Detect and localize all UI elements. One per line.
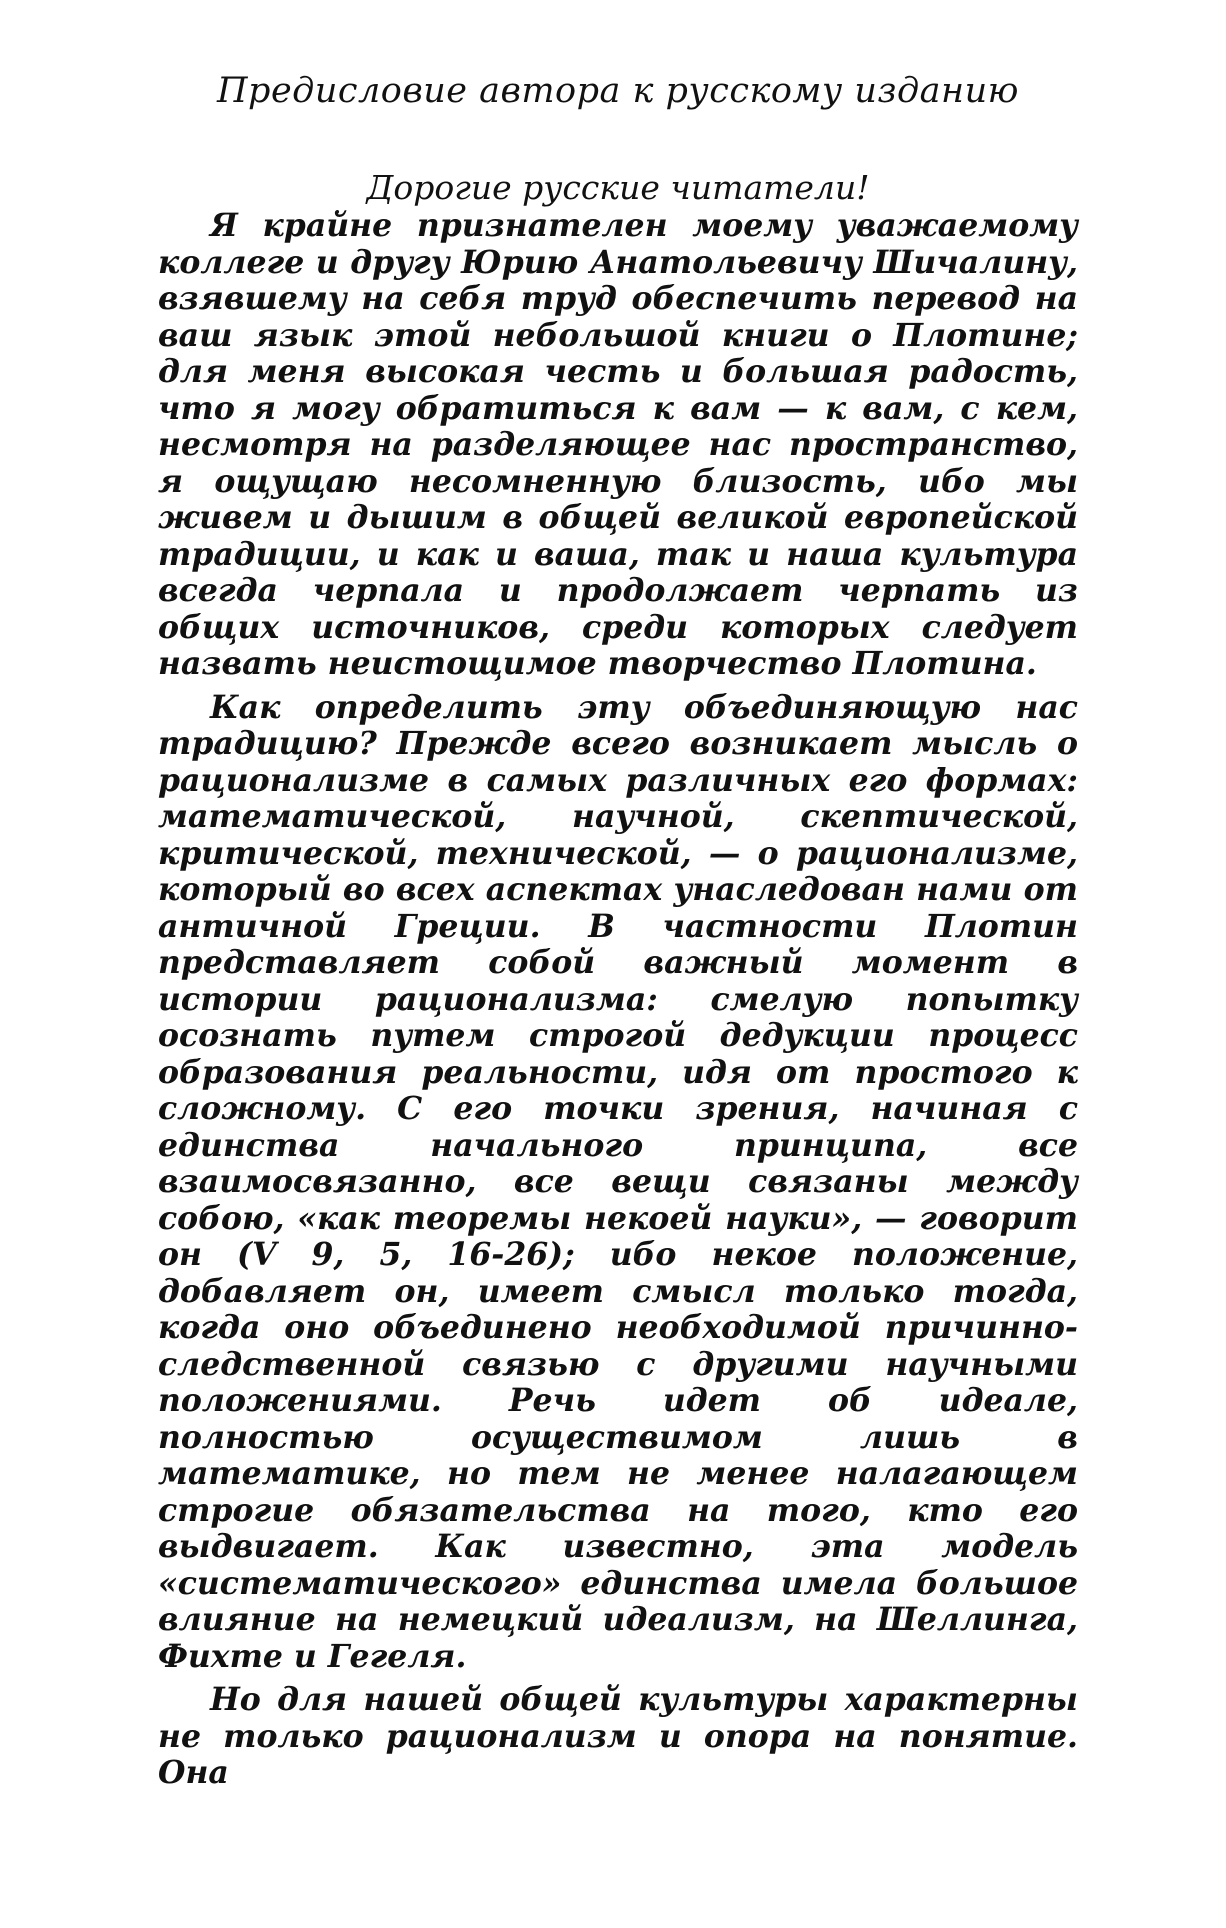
- page-heading: Предисловие автора к русскому изданию: [217, 71, 1019, 111]
- paragraph-3: Но для нашей общей культуры характерны не только рационализм и опора на понятие. Она: [158, 1681, 1078, 1791]
- document-page: [158, 70, 1078, 1792]
- greeting: Дорогие русские читатели!: [366, 168, 870, 207]
- paragraph-2: Как определить эту объединяющую нас традицию? Прежде всего возникает мысль о рационализме в самых различных его формах: математической, научной, скептической, критической, технической, — о рационализме, который во всех аспектах унаследован нами от античной Греции. В частности Плотин представляет собой важный момент в истории рационализма: смелую попытку осознать путем строгой дедукции процесс образования реальности, идя от простого к сложному. С его точки зрения, начиная с единства начального принципа, все взаимосвязанно, все вещи связаны между собою, «как теоремы некоей науки», — говорит он (V 9, 5, 16-26); ибо некое положение, добавляет он, имеет смысл только тогда, когда оно объединено необходимой причинно-следственной связью с другими научными положениями. Речь идет об идеале, полностью осуществимом лишь в математике, но тем не менее налагающем строгие обязательства на того, кто его выдвигает. Как известно, эта модель «систематического» единства имела большое влияние на немецкий идеализм, на Шеллинга, Фихте и Гегеля.: [158, 688, 1078, 1675]
- paragraph-1: Я крайне признателен моему уважаемому коллеге и другу Юрию Анатольевичу Шичалину, взявшему на себя труд обеспечить перевод на ваш язык этой небольшой книги о Плотине; для меня высокая честь и большая радость, что я могу обратиться к вам — к вам, с кем, несмотря на разделяющее нас пространство, я ощущаю несомненную близость, ибо мы живем и дышим в общей великой европейской традиции, и как и ваша, так и наша культура всегда черпала и продолжает черпать из общих источников, среди которых следует назвать неистощимое творчество Плотина.: [158, 207, 1078, 682]
